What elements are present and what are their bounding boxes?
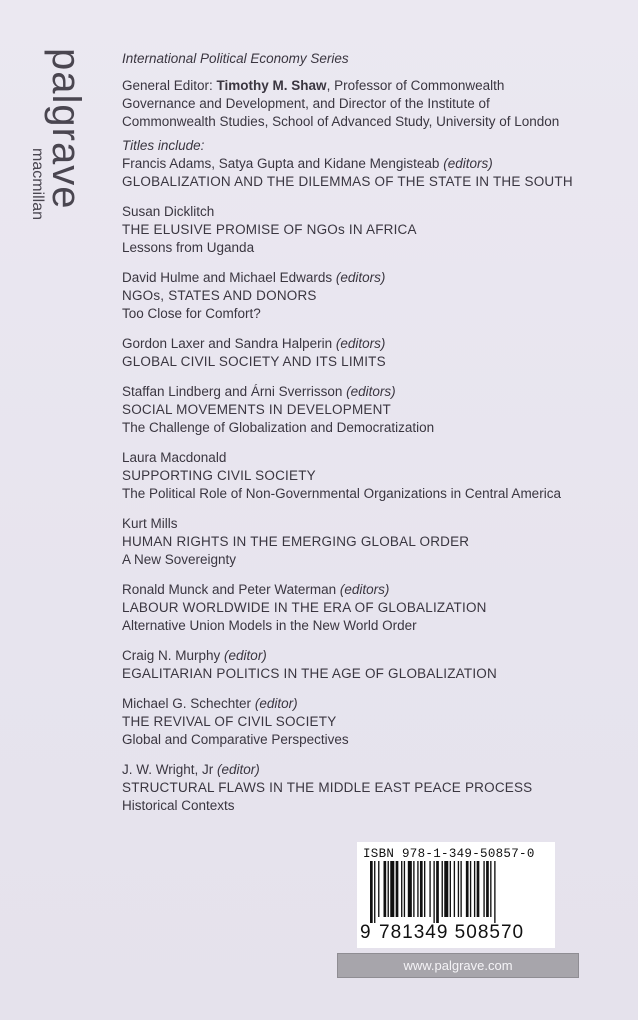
book-subtitle: Too Close for Comfort? [122,306,261,321]
book-subtitle: Global and Comparative Perspectives [122,732,349,747]
book-authors [122,647,622,665]
series-title: International Political Economy Series [122,51,349,66]
book-subtitle: The Political Role of Non-Governmental Organizations in Central America [122,486,561,501]
book-entry [122,761,622,815]
barcode-bar [466,861,469,917]
book-editor-role: (editor) [254,696,298,711]
book-author-names: Laura Macdonald [122,450,227,465]
book-author-names: Francis Adams, Satya Gupta and Kidane Mengisteab [122,156,440,171]
book-authors [122,203,622,221]
book-subtitle: A New Sovereignty [122,552,237,567]
barcode-bar [494,861,495,923]
titles-include-label: Titles include: [122,138,205,153]
book-author-names: Craig N. Murphy [122,648,221,663]
palgrave-macmillan-logo [28,48,92,248]
book-entry [122,647,622,683]
isbn-text: ISBN 978-1-349-50857-0 [363,847,535,861]
general-editor [122,77,622,131]
barcode-bar [433,861,434,923]
book-authors [122,449,622,467]
barcode-bar [474,861,475,917]
book-title: SOCIAL MOVEMENTS IN DEVELOPMENT [122,402,391,417]
book-title: NGOs, STATES AND DONORS [122,288,317,303]
book-authors [122,269,622,287]
book-authors [122,515,622,533]
barcode-bar [384,861,387,917]
book-entry [122,581,622,635]
general-editor-desc-1: , Professor of Commonwealth [326,78,505,93]
barcode-bar [417,861,418,917]
book-entry [122,335,622,371]
barcode-bar [370,861,373,923]
book-editor-role: (editors) [339,582,390,597]
barcode-bar [483,861,484,917]
book-title: HUMAN RIGHTS IN THE EMERGING GLOBAL ORDER [122,534,470,549]
book-entry [122,515,622,569]
book-author-names: Ronald Munck and Peter Waterman [122,582,337,597]
book-author-names: Staffan Lindberg and Árni Sverrisson [122,384,343,399]
barcode-bar [396,861,399,917]
book-entry [122,155,622,191]
barcode-bar [408,861,412,917]
barcode-bar [420,861,423,917]
book-entry [122,203,622,257]
book-subtitle: Historical Contexts [122,798,235,813]
book-subtitle: Alternative Union Models in the New World Order [122,618,417,633]
book-title: THE ELUSIVE PROMISE OF NGOs IN AFRICA [122,222,417,237]
barcode-bar [424,861,425,917]
book-author-names: David Hulme and Michael Edwards [122,270,333,285]
barcode-bar [442,861,443,917]
book-list [122,155,622,815]
book-editor-role: (editor) [217,762,260,777]
barcode-bar [486,861,489,917]
book-editor-role: (editors) [335,336,386,351]
barcode-bar [404,861,405,917]
general-editor-desc-2: Governance and Development, and Director of the Institute of [122,96,490,111]
book-title: EGALITARIAN POLITICS IN THE AGE OF GLOBALIZATION [122,666,497,681]
logo-wordmark: palgrave [44,48,88,210]
book-author-names: J. W. Wright, Jr [122,762,214,777]
general-editor-label: General Editor: [122,78,217,93]
book-title: SUPPORTING CIVIL SOCIETY [122,468,316,483]
barcode-bar [458,861,459,917]
barcode-bar [444,861,448,917]
barcode-bar [454,861,455,917]
barcode-bar [390,861,394,917]
book-authors [122,695,622,713]
book-authors [122,761,622,779]
book-editor-role: (editors) [443,156,493,171]
barcode-bar [490,861,491,917]
book-editor-role: (editor) [224,648,267,663]
book-authors [122,155,622,173]
series-listing [122,50,622,827]
book-title: LABOUR WORLDWIDE IN THE ERA OF GLOBALIZATION [122,600,487,615]
book-title: GLOBAL CIVIL SOCIETY AND ITS LIMITS [122,354,386,369]
general-editor-desc-3: Commonwealth Studies, School of Advanced Study, University of London [122,114,560,129]
barcode-digits: 781349 508570 [379,922,525,943]
book-entry [122,383,622,437]
website-url[interactable]: www.palgrave.com [337,953,579,978]
book-author-names: Kurt Mills [122,516,178,531]
barcode-bar [436,861,439,923]
book-editor-role: (editors) [335,270,386,285]
book-entry [122,449,622,503]
barcode-bar [413,861,414,917]
barcode-bar [378,861,379,917]
book-author-names: Michael G. Schechter [122,696,252,711]
book-title: STRUCTURAL FLAWS IN THE MIDDLE EAST PEACE PROCESS [122,780,533,795]
book-entry [122,269,622,323]
barcode-bar [388,861,389,917]
book-subtitle: The Challenge of Globalization and Democratization [122,420,435,435]
barcode-bar [450,861,451,917]
barcode-first-digit: 9 [360,922,371,943]
barcode-bars [369,861,539,923]
barcode-bar [477,861,480,917]
isbn-barcode [357,842,555,948]
barcode-bar [374,861,375,923]
book-entry [122,695,622,749]
barcode-bar [460,861,461,917]
book-authors [122,335,622,353]
barcode-bar [429,861,430,917]
book-title: GLOBALIZATION AND THE DILEMMAS OF THE STATE IN THE SOUTH [122,174,573,189]
book-authors [122,383,622,401]
logo-subtitle: macmillan [29,148,46,221]
general-editor-name: Timothy M. Shaw [216,78,327,93]
barcode-bar [401,861,402,917]
book-title: THE REVIVAL OF CIVIL SOCIETY [122,714,337,729]
book-author-names: Susan Dicklitch [122,204,215,219]
barcode-bar [470,861,471,917]
book-authors [122,581,622,599]
book-editor-role: (editors) [346,384,396,399]
book-author-names: Gordon Laxer and Sandra Halperin [122,336,333,351]
book-subtitle: Lessons from Uganda [122,240,255,255]
